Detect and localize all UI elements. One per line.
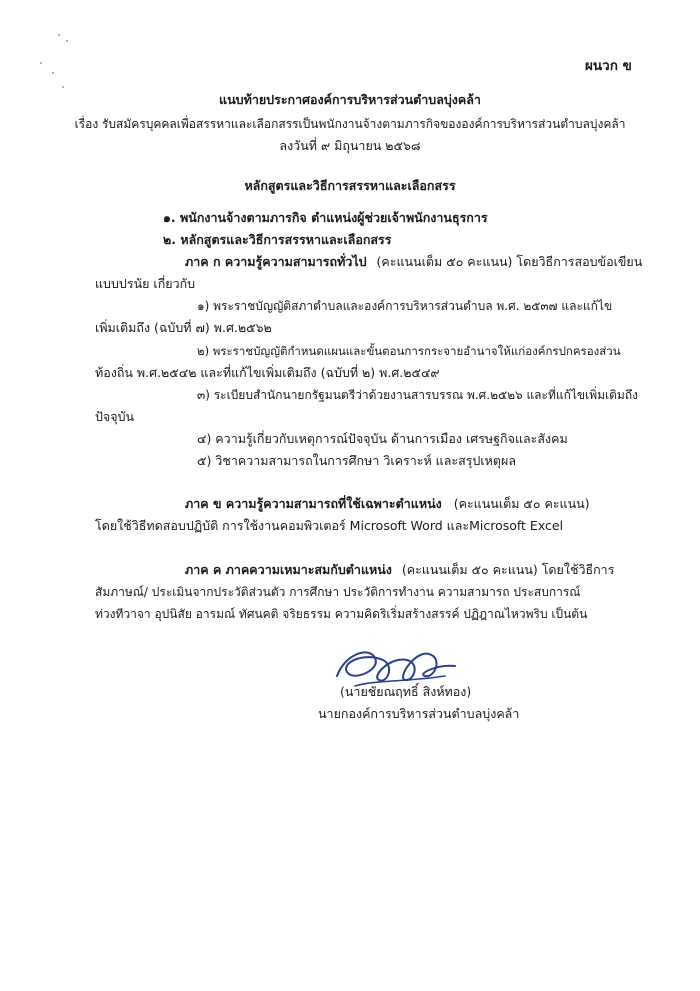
part-a-sub5: ๕) วิชาความสามารถในการศึกษา วิเคราะห์ และสรุปเหตุผล bbox=[197, 453, 516, 468]
part-c-score: (คะแนนเต็ม ๕๐ คะแนน) โดยใช้วิธีการ bbox=[401, 562, 615, 577]
section-title: หลักสูตรและวิธีการสรรหาและเลือกสรร bbox=[244, 178, 456, 193]
header-line-2: เรื่อง รับสมัครบุคคลเพื่อสรรหาและเลือกสรรเป็นพนักงานจ้างตามภารกิจขององค์การบริหารส่วนตำบลบุ่งคล้า bbox=[74, 117, 626, 131]
part-b-score: (คะแนนเต็ม ๕๐ คะแนน) bbox=[453, 496, 590, 511]
part-c-line2: สัมภาษณ์/ ประเมินจากประวัติส่วนตัว การศึกษา ประวัติการทำงาน ความสามารถ ประสบการณ์ bbox=[95, 585, 581, 599]
part-a-sub1-line2: เพิ่มเติมถึง (ฉบับที่ ๗) พ.ศ.๒๕๖๒ bbox=[95, 320, 272, 335]
annex-label: ผนวก ข bbox=[585, 58, 632, 74]
part-a-heading bbox=[185, 254, 642, 270]
part-a-score: (คะแนนเต็ม ๕๐ คะแนน) โดยวิธีการสอบข้อเขียน bbox=[376, 254, 643, 269]
part-b-title: ภาค ข ความรู้ความสามารถที่ใช้เฉพาะตำแหน่ง bbox=[185, 496, 442, 511]
part-a-sub2-line1: ๒) พระราชบัญญัติกำหนดแผนและขั้นตอนการกระจายอำนาจให้แก่องค์กรปกครองส่วน bbox=[197, 344, 621, 358]
part-a-sub3-line1: ๓) ระเบียบสำนักนายกรัฐมนตรีว่าด้วยงานสารบรรณ พ.ศ.๒๕๒๖ และที่แก้ไขเพิ่มเติมถึง bbox=[197, 388, 638, 402]
part-c-line3: ท่วงทีวาจา อุปนิสัย อารมณ์ ทัศนคติ จริยธรรม ความคิดริเริ่มสร้างสรรค์ ปฏิฎาณไหวพริบ เป็นต้น bbox=[95, 607, 588, 621]
signer-name: (นายชัยณฤทธิ์ สิงห์ทอง) bbox=[340, 684, 472, 699]
part-c-heading bbox=[185, 562, 614, 578]
header-line-1: แนบท้ายประกาศองค์การบริหารส่วนตำบลบุ่งคล้า bbox=[219, 92, 481, 107]
part-a-method: แบบปรนัย เกี่ยวกับ bbox=[95, 276, 196, 291]
item-two: ๒. หลักสูตรและวิธีการสรรหาและเลือกสรร bbox=[163, 232, 392, 247]
part-a-sub1-line1: ๑) พระราชบัญญัติสภาตำบลและองค์การบริหารส่วนตำบล พ.ศ. ๒๕๓๗ และแก้ไข bbox=[197, 299, 613, 313]
part-a-sub3-line2: ปัจจุบัน bbox=[95, 409, 135, 424]
item-one: ๑. พนักงานจ้างตามภารกิจ ตำแหน่งผู้ช่วยเจ้าพนักงานธุรการ bbox=[163, 210, 488, 225]
part-a-sub2-line2: ท้องถิ่น พ.ศ.๒๕๔๒ และที่แก้ไขเพิ่มเติมถึง (ฉบับที่ ๒) พ.ศ.๒๕๔๙ bbox=[95, 365, 440, 380]
part-a-title: ภาค ก ความรู้ความสามารถทั่วไป bbox=[185, 254, 367, 269]
part-c-title: ภาค ค ภาคความเหมาะสมกับตำแหน่ง bbox=[185, 562, 392, 577]
part-a-sub4: ๔) ความรู้เกี่ยวกับเหตุการณ์ปัจจุบัน ด้านการเมือง เศรษฐกิจและสังคม bbox=[197, 431, 568, 446]
part-b-heading bbox=[185, 496, 590, 512]
part-b-method: โดยใช้วิธีทดสอบปฏิบัติ การใช้งานคอมพิวเตอร์ Microsoft Word และMicrosoft Excel bbox=[95, 518, 564, 533]
header-line-3: ลงวันที่ ๙ มิถุนายน ๒๕๖๘ bbox=[279, 138, 421, 153]
signer-position: นายกองค์การบริหารส่วนตำบลบุ่งคล้า bbox=[318, 706, 520, 721]
